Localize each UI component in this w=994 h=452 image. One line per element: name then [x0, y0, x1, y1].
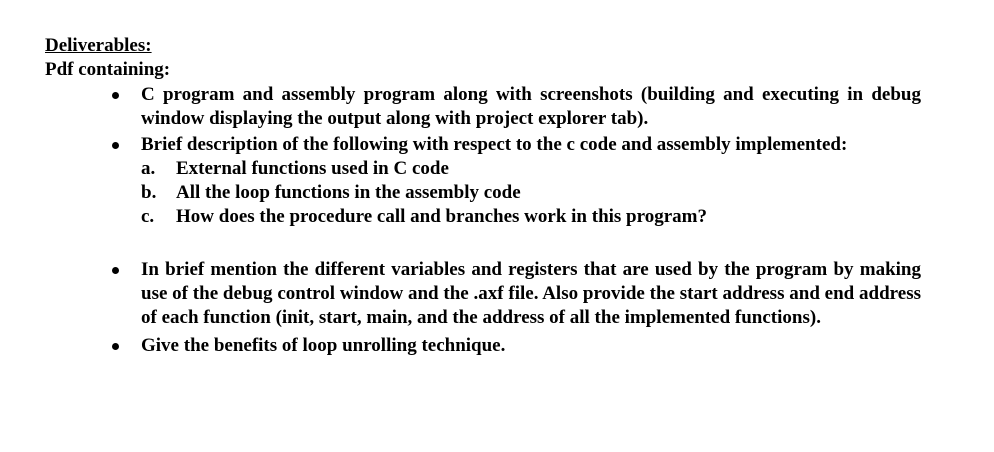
bullet-item: [45, 133, 921, 157]
sub-list-item: [141, 157, 925, 181]
bullet-item: [45, 258, 921, 330]
sub-list-text: How does the procedure call and branches work in this program?: [176, 206, 707, 227]
bullet-text: In brief mention the different variables and registers that are used by the program by making use of the debug control window and the .axf file. Also provide the start address and end address of each function (init, start, main, and the address of all the implemented functions).: [141, 259, 921, 328]
sub-list-marker: c.: [141, 206, 155, 227]
bullet-item: [45, 334, 921, 358]
sub-list-text: All the loop functions in the assembly code: [176, 182, 521, 203]
sub-list-item: [141, 181, 925, 205]
sub-list-item: [141, 205, 925, 229]
bullet-dot-icon: [112, 92, 119, 99]
sub-list-marker: a.: [141, 158, 156, 179]
bullet-text: Give the benefits of loop unrolling technique.: [141, 335, 506, 356]
sub-list-text: External functions used in C code: [176, 158, 449, 179]
bullet-dot-icon: [112, 267, 119, 274]
bullet-dot-icon: [112, 142, 119, 149]
pdf-subheading: Pdf containing:: [45, 59, 171, 80]
bullet-item: [45, 83, 921, 131]
deliverables-heading: Deliverables:: [45, 35, 152, 56]
bullet-text: C program and assembly program along with screenshots (building and executing in debug window displaying the output along with project explorer tab).: [141, 84, 921, 129]
sub-list: [45, 157, 925, 229]
document-body: [45, 34, 925, 358]
sub-list-marker: b.: [141, 182, 157, 203]
bullet-text: Brief description of the following with respect to the c code and assembly implemented:: [141, 134, 848, 155]
bullet-dot-icon: [112, 343, 119, 350]
